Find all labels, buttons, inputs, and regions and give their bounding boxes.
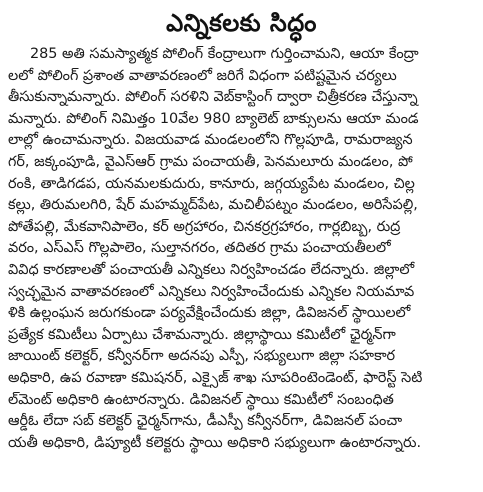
article-line: జాయింట్ కలెక్టర్, కన్వీనర్‌గా అదనపు ఎస్పీ, సభ్యులుగా జిల్లా సహకార [8, 348, 396, 365]
article-line: స్వచ్ఛమైన వాతావరణంలో ఎన్నికలు నిర్వహించేందుకు ఎన్నికల నియమావ [8, 283, 415, 300]
article-line: ఆర్డీఓ లేదా సబ్ కలెక్టర్ ఛైర్మన్‌గాను, డీఎస్పీ కన్వీనర్‌గా, డివిజనల్ పంచా [8, 413, 403, 430]
article-body [8, 44, 475, 454]
article-line: అధికారి, ఉప రవాణా కమిషనర్, ఎక్సైజ్ శాఖ సూపరింటెండెంట్, ఫారెస్ట్ సెటి [8, 369, 423, 386]
article-line: పోతేపల్లి, మేకవానిపాలెం, కర్ అగ్రహారం, చినకర్రగ్రహారం, గార్లబిబ్బ, రుద్ర [8, 218, 401, 235]
article-line: రంకి, తాడిగడప, యనమలకుదురు, కానూరు, జగ్గయ్యపేట మండలం, చిల్ల [8, 175, 415, 192]
article-line: 285 అతి సమస్యాత్మక పోలింగ్ కేంద్రాలుగా గుర్తించామని, ఆయా కేంద్రా [30, 46, 419, 62]
article-line: కల్లు, తిరుమలగిరి, షేర్ మహమ్మద్‌పేట, మచిలీపట్నం మండలం, అరిసేపల్లి, [8, 197, 418, 214]
article-line: ల్‌మెంట్ అధికారి ఉంటారన్నారు. డివిజనల్ స్థాయి కమిటీలో సంబంధిత [8, 391, 394, 408]
article-headline: ఎన్నికలకు సిద్ధం [166, 9, 317, 37]
article-line: తీసుకున్నామన్నారు. పోలింగ్ సరళిని వెబ్‌కాస్టింగ్ ద్వారా చిత్రీకరణ చేస్తున్నా [8, 89, 418, 106]
article-line: వివిధ కారణాలతో పంచాయతీ ఎన్నికలు నిర్వహించడం లేదన్నారు. జిల్లాలో [8, 261, 415, 278]
article-line: లలో పోలింగ్ ప్రశాంత వాతావరణంలో జరిగే విధంగా పటిష్టమైన చర్యలు [8, 67, 397, 84]
article-line: మన్నారు. పోలింగ్ నిమిత్తం 10వేల 980 బ్యాలెట్ బాక్సులను ఆయా మండ [8, 110, 419, 127]
article-line: ప్రత్యేక కమిటీలు ఏర్పాటు చేశామన్నారు. జిల్లాస్థాయి కమిటీలో ఛైర్మన్‌గా [8, 326, 396, 343]
article-line: గర్, జక్కంపూడి, వైఎస్ఆర్ గ్రామ పంచాయతీ, పెనమలూరు మండలం, పో [8, 153, 413, 170]
article-line: ళికి ఉల్లంఘన జరుగకుండా పర్యవేక్షించేందుకు జిల్లా, డివిజనల్ స్థాయిలలో [8, 305, 411, 322]
article-line: యతీ అధికారి, డిప్యూటీ కలెక్టరు స్థాయి అధికారి సభ్యులుగా ఉంటారన్నారు. [8, 434, 422, 451]
article-line: లాల్లో ఉంచామన్నారు. విజయవాడ మండలంలోని గొల్లపూడి, రామరాజ్యన [8, 132, 413, 149]
article-line: వరం, ఎస్ఎస్ గొల్లపాలెం, సుల్తానగరం, తదితర గ్రామ పంచాయతీలలో [8, 240, 391, 257]
